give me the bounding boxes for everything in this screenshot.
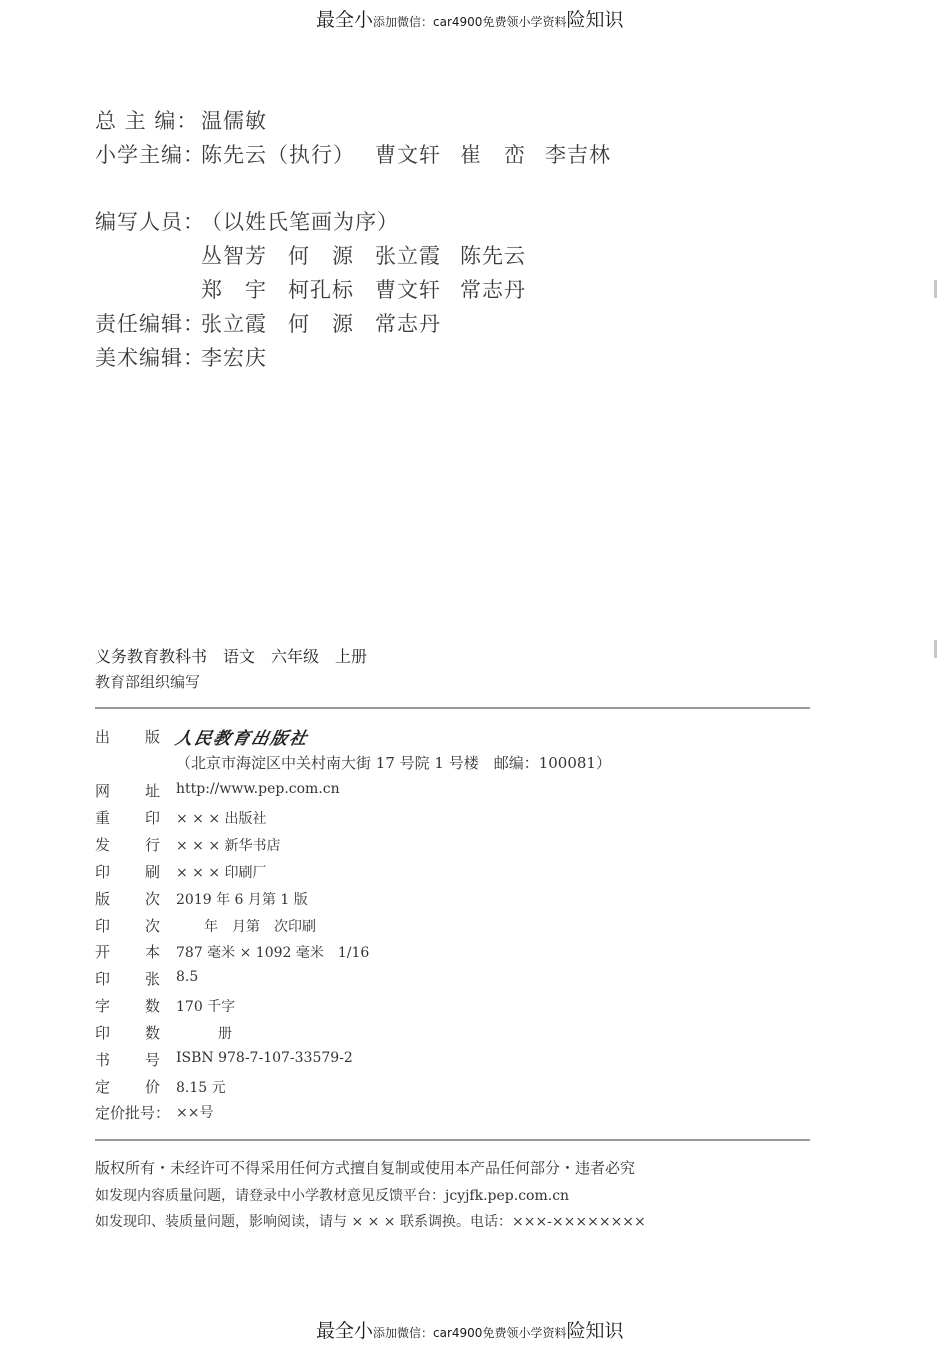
writer-name: 丛智芳 [201, 244, 267, 268]
quality-notice: 如发现印、装质量问题，影响阅读，请与 × × × 联系调换。电话：×××-×××××××× [95, 1214, 646, 1230]
writer-name: 常志丹 [460, 278, 526, 302]
detail-label-a: 开 [95, 943, 111, 961]
detail-label-a: 定 [95, 1078, 111, 1096]
detail-label-b: 刷 [145, 863, 161, 881]
compiled-by: 教育部组织编写 [95, 673, 201, 691]
publisher-label-b: 版 [145, 728, 161, 746]
detail-label-b: 次 [145, 890, 161, 908]
book-title: 义务教育教科书 语文 六年级 上册 [95, 647, 368, 666]
detail-value: 8.15 元 [176, 1080, 226, 1096]
resp-editor-3: 常志丹 [375, 312, 441, 336]
writer-name: 郑 宇 [201, 278, 267, 302]
primary-editor-2: 曹文轩 [375, 143, 441, 167]
watermark-banner-top: 最全小添加微信：car4900免费领小学资料险知识 [316, 9, 624, 31]
detail-label-a: 印 [95, 863, 111, 881]
price-approval-value: ××号 [176, 1105, 214, 1121]
detail-label-a: 印 [95, 917, 111, 935]
publisher-address: （北京市海淀区中关村南大街 17 号院 1 号楼 邮编：100081） [176, 754, 611, 772]
detail-value: 2019 年 6 月第 1 版 [176, 892, 308, 908]
scan-mark [934, 280, 937, 298]
detail-label-a: 书 [95, 1051, 111, 1069]
detail-value: 8.5 [176, 969, 199, 985]
resp-editor-2: 何 源 [288, 312, 354, 336]
detail-label-b: 本 [145, 943, 161, 961]
detail-label-b: 数 [145, 997, 161, 1015]
detail-label-b: 次 [145, 917, 161, 935]
publisher-logo: 人民教育出版社 [173, 729, 311, 749]
detail-label-a: 印 [95, 1024, 111, 1042]
detail-label-a: 网 [95, 782, 111, 800]
writer-name: 柯孔标 [288, 278, 354, 302]
resp-editor-label: 责任编辑： [95, 312, 205, 336]
detail-value: × × × 新华书店 [176, 838, 281, 854]
detail-label-b: 印 [145, 809, 161, 827]
price-approval-label: 定价批号： [95, 1104, 171, 1122]
writer-name: 陈先云 [460, 244, 526, 268]
detail-value: http://www.pep.com.cn [176, 781, 340, 797]
writers-note: （以姓氏笔画为序） [201, 210, 399, 234]
detail-value: × × × 出版社 [176, 811, 267, 827]
writer-name: 何 源 [288, 244, 354, 268]
writer-name: 曹文轩 [375, 278, 441, 302]
detail-value: 787 毫米 × 1092 毫米 1/16 [176, 945, 370, 961]
detail-label-b: 号 [145, 1051, 161, 1069]
detail-value: × × × 印刷厂 [176, 865, 267, 881]
watermark-banner-bottom: 最全小添加微信：car4900免费领小学资料险知识 [316, 1320, 624, 1342]
detail-label-a: 字 [95, 997, 111, 1015]
scan-mark [934, 640, 937, 658]
primary-editor-3: 崔 峦 [460, 143, 526, 167]
detail-value: 册 [176, 1026, 232, 1042]
writer-name: 张立霞 [375, 244, 441, 268]
chief-editor-label: 总 主 编： [95, 109, 199, 133]
publisher-label-a: 出 [95, 728, 111, 746]
detail-label-b: 数 [145, 1024, 161, 1042]
feedback-notice: 如发现内容质量问题，请登录中小学教材意见反馈平台：jcyjfk.pep.com.cn [95, 1188, 570, 1204]
primary-editor: 陈先云（执行） [201, 143, 355, 167]
detail-label-b: 址 [145, 782, 161, 800]
art-editor-label: 美术编辑： [95, 346, 205, 370]
divider-bottom [95, 1139, 810, 1141]
art-editor: 李宏庆 [201, 346, 267, 370]
detail-label-a: 重 [95, 809, 111, 827]
primary-editor-4: 李吉林 [545, 143, 611, 167]
detail-label-a: 版 [95, 890, 111, 908]
detail-label-b: 张 [145, 970, 161, 988]
divider-top [95, 707, 810, 709]
detail-value: 170 千字 [176, 999, 236, 1015]
copyright-notice: 版权所有・未经许可不得采用任何方式擅自复制或使用本产品任何部分・违者必究 [95, 1159, 636, 1177]
chief-editor: 温儒敏 [201, 109, 267, 133]
detail-label-b: 行 [145, 836, 161, 854]
detail-label-a: 发 [95, 836, 111, 854]
primary-editor-label: 小学主编： [95, 143, 205, 167]
detail-value: ISBN 978-7-107-33579-2 [176, 1050, 353, 1066]
writers-label: 编写人员： [95, 210, 205, 234]
detail-value: 年 月第 次印刷 [176, 919, 316, 935]
detail-label-b: 价 [145, 1078, 161, 1096]
resp-editor: 张立霞 [201, 312, 267, 336]
detail-label-a: 印 [95, 970, 111, 988]
